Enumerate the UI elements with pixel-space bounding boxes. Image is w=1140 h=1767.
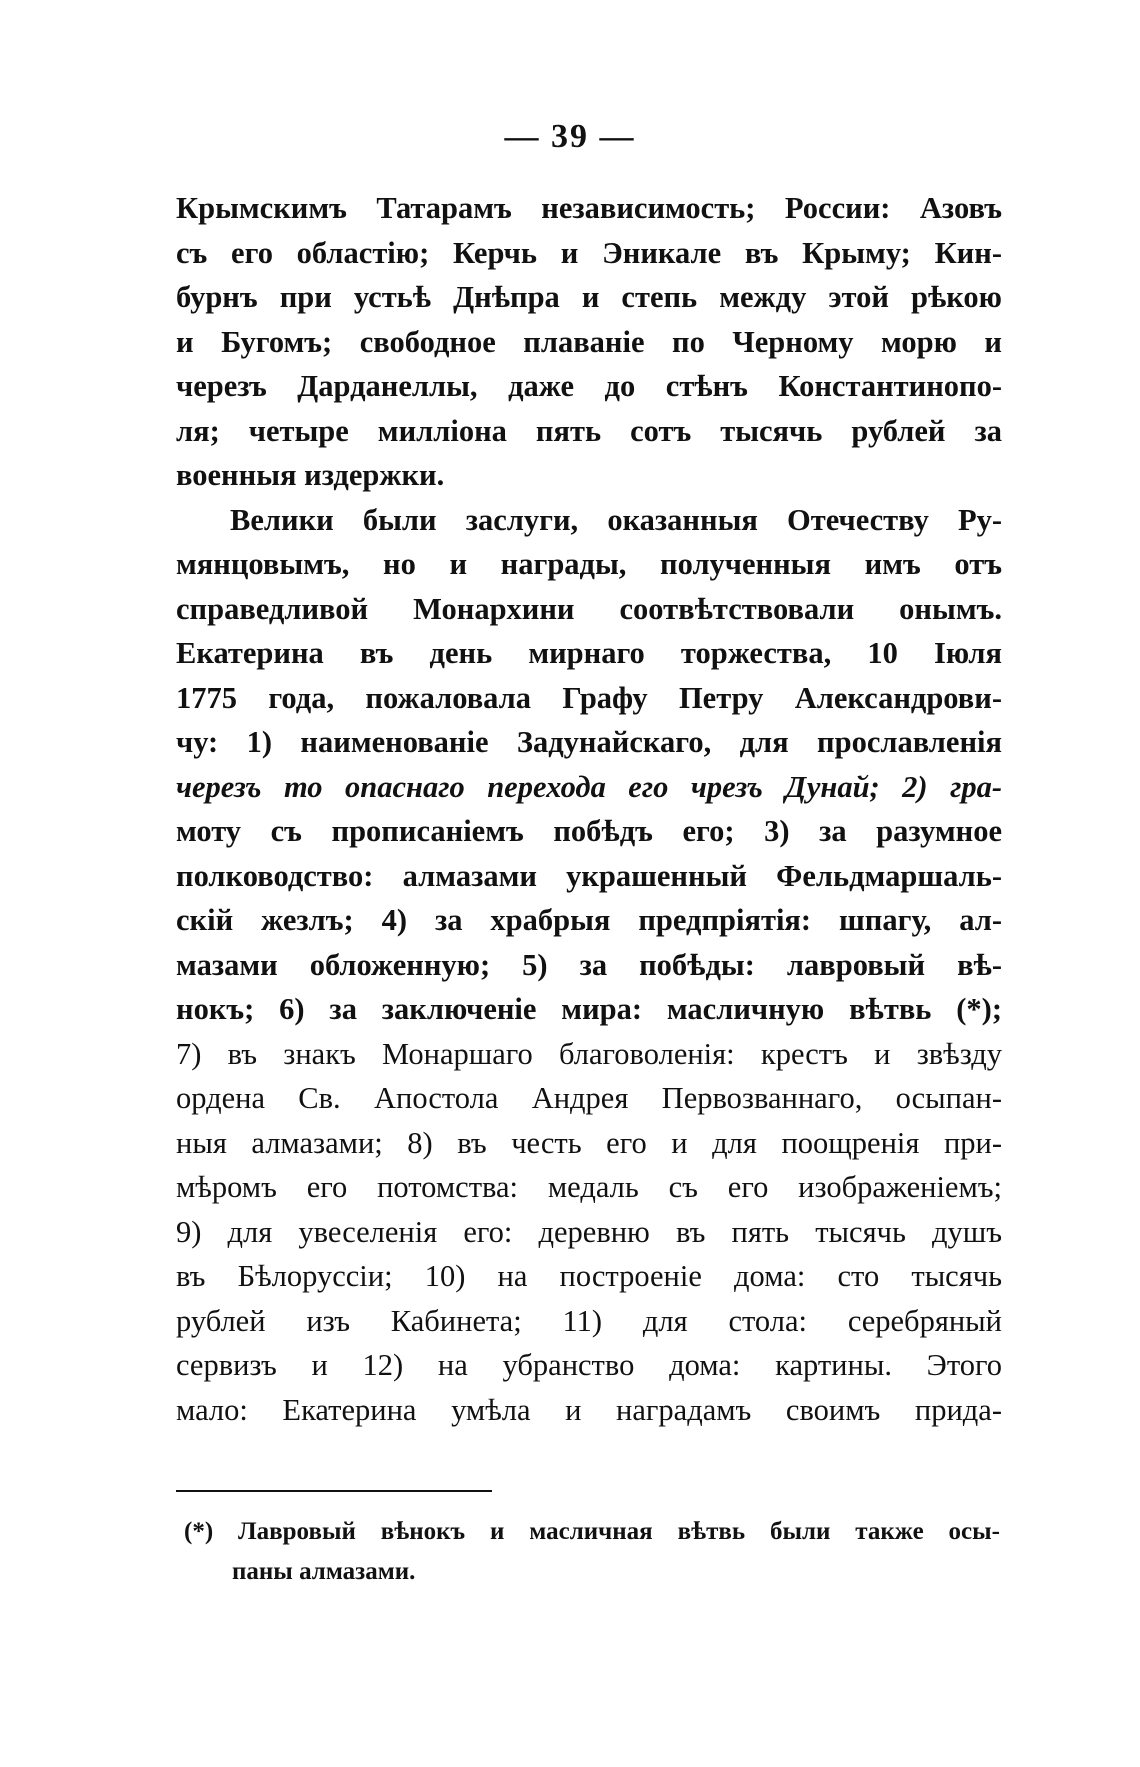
text-line: 7) въ знакъ Монаршаго благоволенія: крестъ и звѣзду [176, 1036, 1002, 1071]
text-line: Велики были заслуги, оказанныя Отечеству Ру- [230, 502, 1002, 537]
text-line: ля; четыре милліона пять сотъ тысячь рублей за [176, 413, 1002, 448]
text-line: черезъ Дарданеллы, даже до стѣнъ Константинопо- [176, 369, 1002, 403]
text-line: мало: Екатерина умѣла и наградамъ своимъ прида- [176, 1392, 1002, 1427]
text-line: мазами обложенную; 5) за побѣды: лавровый вѣ- [176, 947, 1002, 982]
text-line: съ его областію; Керчь и Эникале въ Крыму; Кин- [176, 235, 1002, 270]
page-number: — 39 — [504, 118, 636, 155]
text-line: полководство: алмазами украшенный Фельдмаршаль- [176, 858, 1002, 893]
text-line: чу: 1) наименованіе Задунайскаго, для прославленія [176, 725, 1002, 759]
footnote-line: (*) Лавровый вѣнокъ и масличная вѣтвь были также осы- [184, 1518, 1000, 1545]
text-line: моту съ прописаніемъ побѣдъ его; 3) за разумное [176, 814, 1002, 848]
footnote-rule [176, 1490, 492, 1492]
text-line: мѣромъ его потомства: медаль съ его изображеніемъ; [176, 1170, 1002, 1204]
text-line: скій жезлъ; 4) за храбрыя предпріятія: шпагу, ал- [176, 903, 1002, 937]
text-line: бурнъ при устьѣ Днѣпра и степь между этой рѣкою [176, 280, 1002, 314]
text-line: ордена Св. Апостола Андрея Первозваннаго, осыпан- [176, 1081, 1002, 1115]
text-line: черезъ то опаснаго перехода его чрезъ Дунай; 2) гра- [176, 769, 1002, 804]
text-line: Крымскимъ Татарамъ независимость; России: Азовъ [176, 191, 1002, 225]
text-line: сервизъ и 12) на убранство дома: картины. Этого [176, 1348, 1002, 1382]
text-line: 9) для увеселенія его: деревню въ пять тысячь душъ [176, 1214, 1002, 1249]
text-line: справедливой Монархини соотвѣтствовали онымъ. [176, 591, 1002, 626]
text-line: Екатерина въ день мирнаго торжества, 10 Іюля [176, 636, 1002, 670]
footnote [184, 1512, 1000, 1592]
text-line: ныя алмазами; 8) въ честь его и для поощренія при- [176, 1125, 1002, 1160]
text-line: нокъ; 6) за заключеніе мира: масличную вѣтвь (*); [176, 992, 1002, 1026]
text-line: и Бугомъ; свободное плаваніе по Черному морю и [176, 324, 1002, 359]
footnote-line: паны алмазами. [232, 1558, 416, 1585]
main-text [176, 186, 1002, 1432]
text-line: рублей изъ Кабинета; 11) для стола: серебряный [176, 1303, 1002, 1338]
text-line: 1775 года, пожаловала Графу Петру Александрови- [176, 680, 1002, 715]
text-line: въ Бѣлоруссіи; 10) на построеніе дома: сто тысячь [176, 1259, 1002, 1293]
text-line: мянцовымъ, но и награды, полученныя имъ отъ [176, 547, 1002, 581]
text-line: военныя издержки. [176, 458, 445, 492]
